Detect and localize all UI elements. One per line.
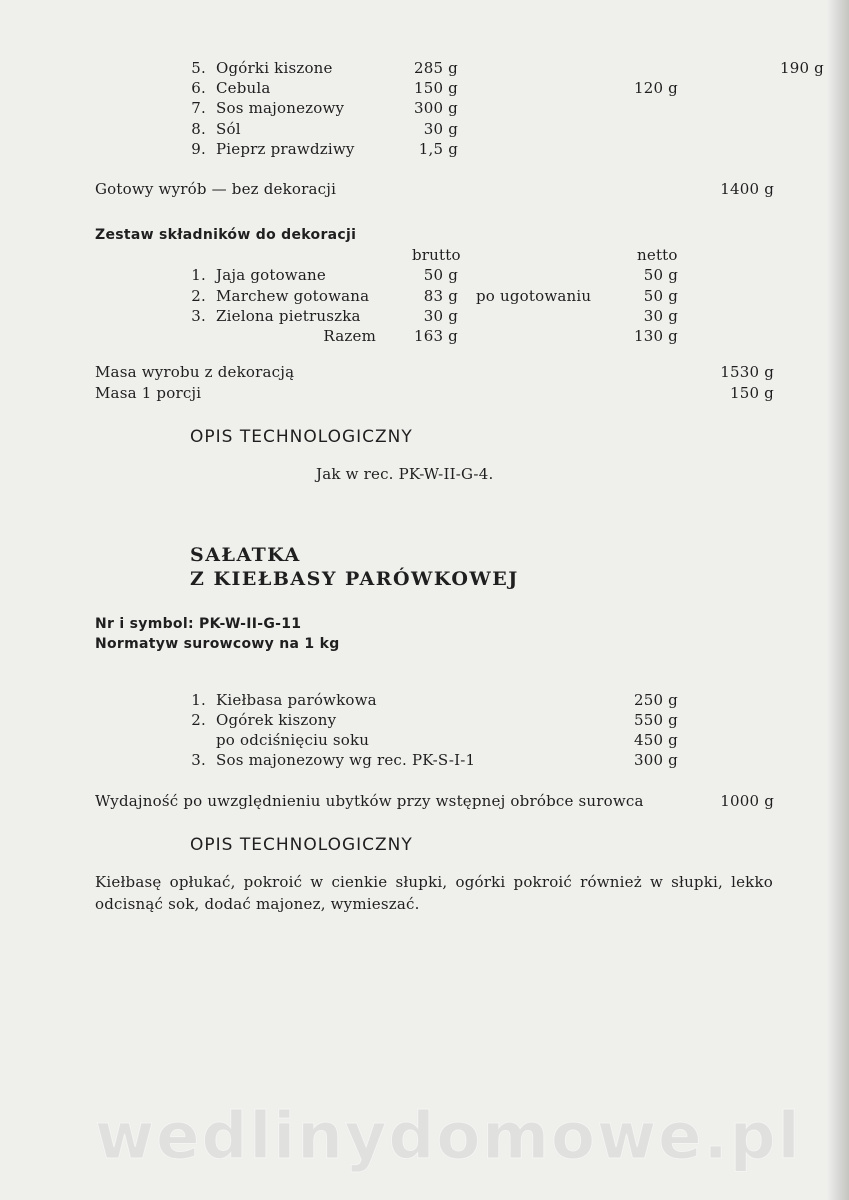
list-item-number: 7. <box>191 99 206 117</box>
list-item-name: Sos majonezowy wg rec. PK-S-I-1 <box>216 751 476 769</box>
list-item-value: 450 g <box>633 731 678 749</box>
list-item-number: 8. <box>191 120 206 138</box>
list-item-number: 9. <box>191 140 206 158</box>
list-item-name: po odciśnięciu soku <box>216 731 370 749</box>
list-item-name: Kiełbasa parówkowa <box>216 691 377 709</box>
list-item-netto: 50 g <box>643 287 678 305</box>
list-item-netto: 120 g <box>633 79 678 97</box>
list-item-brutto: 1,5 g <box>418 140 458 158</box>
list-item-brutto: 83 g <box>423 287 458 305</box>
list-item-value: 250 g <box>633 691 678 709</box>
page-edge-shadow <box>827 0 849 1200</box>
watermark: wedlinydomowe.pl <box>95 1100 802 1174</box>
column-header-netto: netto <box>637 246 678 264</box>
total-netto: 130 g <box>633 327 678 345</box>
list-item-name: Cebula <box>216 79 271 97</box>
list-item-name: Ogórki kiszone <box>216 59 333 77</box>
list-item-far-value: 190 g <box>779 59 824 77</box>
list-item-brutto: 30 g <box>423 120 458 138</box>
decorated-mass-value: 1530 g <box>720 363 774 381</box>
list-item-name: Sól <box>216 120 241 138</box>
list-item-name: Jaja gotowane <box>216 266 326 284</box>
finished-product-value: 1400 g <box>720 180 774 198</box>
finished-product-label: Gotowy wyrób — bez dekoracji <box>95 180 337 198</box>
section-heading: OPIS TECHNOLOGICZNY <box>190 427 413 447</box>
recipe-title-line2: Z KIEŁBASY PARÓWKOWEJ <box>190 568 519 590</box>
list-item-number: 2. <box>191 711 206 729</box>
list-item-name: Marchew gotowana <box>216 287 370 305</box>
list-item-brutto: 150 g <box>413 79 458 97</box>
section-heading: OPIS TECHNOLOGICZNY <box>190 835 413 855</box>
description-paragraph: Kiełbasę opłukać, pokroić w cienkie słupki, ogórki pokroić również w słupki, lekko odcisnąć sok, dodać majonez, wymieszać. <box>95 873 773 913</box>
column-header-brutto: brutto <box>412 246 461 264</box>
total-label: Razem <box>323 327 376 345</box>
list-item-brutto: 285 g <box>413 59 458 77</box>
list-item-brutto: 30 g <box>423 307 458 325</box>
portion-mass-value: 150 g <box>729 384 774 402</box>
list-item-number: 3. <box>191 751 206 769</box>
total-brutto: 163 g <box>413 327 458 345</box>
list-item-number: 3. <box>191 307 206 325</box>
yield-label: Wydajność po uwzględnieniu ubytków przy wstępnej obróbce surowca <box>95 792 644 810</box>
decorated-mass-label: Masa wyrobu z dekoracją <box>95 363 295 381</box>
list-item-netto: 50 g <box>643 266 678 284</box>
decoration-title: Zestaw składników do dekoracji <box>95 227 357 243</box>
list-item-name: Pieprz prawdziwy <box>216 140 355 158</box>
list-item-name: Ogórek kiszony <box>216 711 337 729</box>
list-item-note: po ugotowaniu <box>476 287 592 305</box>
recipe-symbol: Nr i symbol: PK-W-II-G-11 <box>95 616 302 632</box>
list-item-name: Sos majonezowy <box>216 99 345 117</box>
list-item-name: Zielona pietruszka <box>216 307 361 325</box>
description-text: Jak w rec. PK-W-II-G-4. <box>316 465 494 483</box>
list-item-number: 2. <box>191 287 206 305</box>
list-item-netto: 30 g <box>643 307 678 325</box>
yield-value: 1000 g <box>720 792 774 810</box>
list-item-brutto: 50 g <box>423 266 458 284</box>
recipe-norm: Normatyw surowcowy na 1 kg <box>95 636 340 652</box>
list-item-number: 1. <box>191 691 206 709</box>
recipe-title-line1: SAŁATKA <box>190 544 301 566</box>
list-item-value: 550 g <box>633 711 678 729</box>
list-item-brutto: 300 g <box>413 99 458 117</box>
list-item-number: 1. <box>191 266 206 284</box>
portion-mass-label: Masa 1 porcji <box>95 384 202 402</box>
list-item-number: 5. <box>191 59 206 77</box>
list-item-value: 300 g <box>633 751 678 769</box>
list-item-number: 6. <box>191 79 206 97</box>
